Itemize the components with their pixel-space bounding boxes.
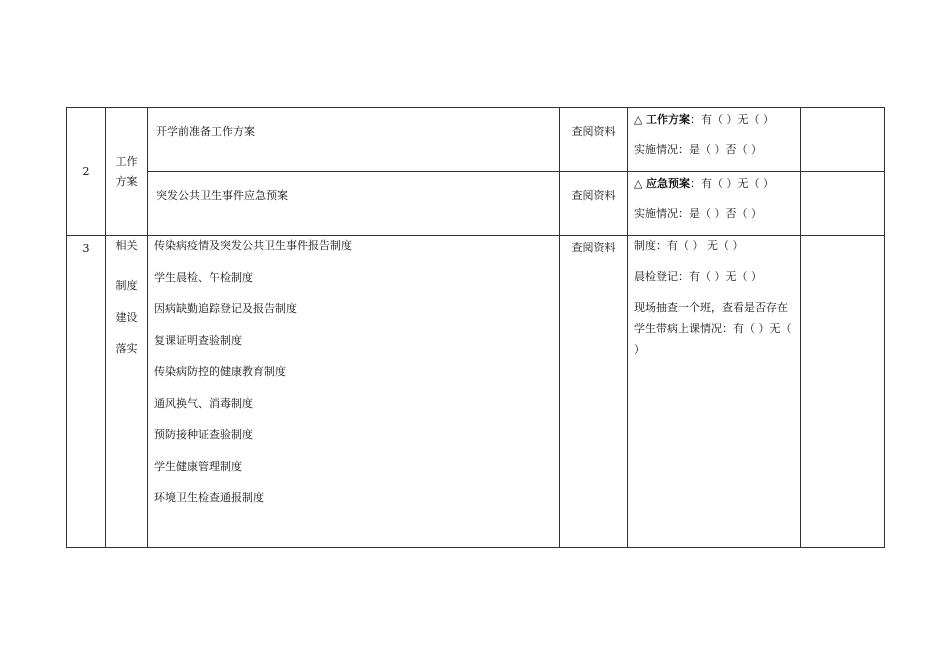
result-line: 晨检登记：有（ ）无（ ） bbox=[634, 270, 762, 283]
result-line bbox=[634, 175, 800, 205]
list-item: 环境卫生检查通报制度 bbox=[154, 491, 264, 504]
result-line: 实施情况：是（ ）否（ ） bbox=[634, 143, 762, 156]
result-line: 制度：有（ ） 无（ ） bbox=[634, 239, 744, 252]
list-item: 复课证明查验制度 bbox=[154, 333, 242, 347]
check-result bbox=[628, 236, 801, 548]
list-item: 预防接种证查验制度 bbox=[154, 428, 253, 441]
category-line: 方案 bbox=[115, 174, 138, 188]
category-line: 制度 bbox=[115, 279, 138, 292]
check-method: 查阅资料 bbox=[560, 108, 628, 172]
result-options: ：有（ ）无（ ） bbox=[689, 177, 774, 190]
check-result bbox=[628, 108, 801, 172]
category-line: 工作 bbox=[115, 154, 138, 168]
check-item: 突发公共卫生事件应急预案 bbox=[148, 172, 560, 236]
row-number: 2 bbox=[67, 108, 106, 236]
table-row bbox=[67, 172, 885, 236]
category-line: 落实 bbox=[115, 342, 138, 355]
result-line bbox=[634, 111, 800, 141]
row-number: 3 bbox=[67, 236, 106, 548]
check-item-list bbox=[148, 236, 560, 548]
list-item: 通风换气、消毒制度 bbox=[154, 396, 253, 410]
result-line: 实施情况：是（ ）否（ ） bbox=[634, 207, 762, 220]
remarks-cell bbox=[801, 108, 885, 172]
triangle-icon: △ bbox=[634, 113, 646, 126]
triangle-icon: △ bbox=[634, 177, 646, 190]
list-item: 学生晨检、午检制度 bbox=[154, 270, 253, 284]
remarks-cell bbox=[801, 172, 885, 236]
category-line: 建设 bbox=[115, 310, 138, 324]
check-item: 开学前准备工作方案 bbox=[148, 108, 560, 172]
check-method: 查阅资料 bbox=[560, 236, 628, 548]
table-row bbox=[67, 236, 885, 548]
table-row bbox=[67, 108, 885, 172]
category-cell bbox=[106, 108, 148, 236]
remarks-cell bbox=[801, 236, 885, 548]
list-item: 学生健康管理制度 bbox=[154, 459, 242, 473]
list-item: 传染病疫情及突发公共卫生事件报告制度 bbox=[154, 239, 352, 252]
result-label: 工作方案 bbox=[645, 113, 690, 126]
category-cell bbox=[106, 236, 148, 548]
list-item: 因病缺勤追踪登记及报告制度 bbox=[154, 302, 297, 315]
list-item: 传染病防控的健康教育制度 bbox=[154, 365, 286, 378]
result-options: ：有（ ）无（ ） bbox=[689, 113, 774, 126]
check-method: 查阅资料 bbox=[560, 172, 628, 236]
result-line: 现场抽查一个班，查看是否存在学生带病上课情况：有（ ）无（ ） bbox=[634, 301, 792, 356]
check-result bbox=[628, 172, 801, 236]
result-label: 应急预案 bbox=[645, 177, 690, 190]
inspection-table bbox=[66, 107, 885, 548]
category-line: 相关 bbox=[115, 239, 138, 252]
